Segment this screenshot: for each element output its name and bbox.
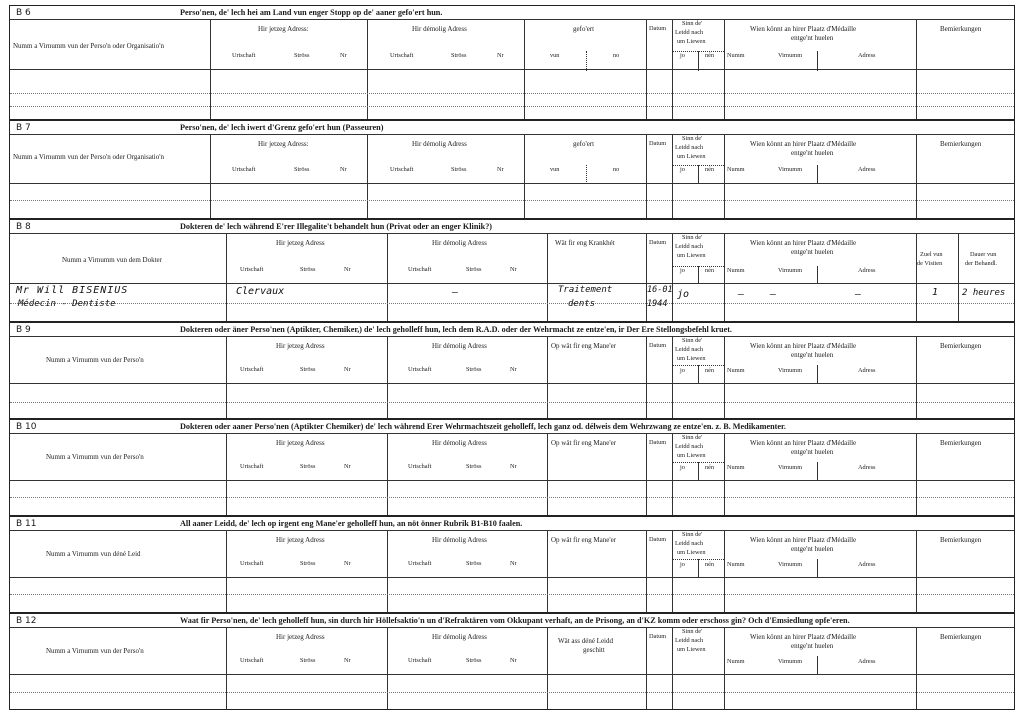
wien-label: Wien könnt an hirer Plaatz d'Médaille (750, 439, 857, 447)
addr-now-header: Hir jetzeg Adress (276, 536, 325, 544)
stross-label: Ströss (294, 166, 310, 173)
bemierkungen-header: Bemierkungen (940, 536, 982, 544)
sinn-label-2: Leidd nach (675, 637, 704, 644)
addr-prev-header: Hir démolig Adress (432, 239, 487, 247)
krankheet-header: Wät fir eng Krankhét (555, 239, 615, 247)
nr-label: Nr (344, 463, 351, 470)
nr-label: Nr (344, 266, 351, 273)
urtschaft-label: Urtschaft (240, 463, 264, 470)
bemierkungen-header: Bemierkungen (940, 140, 982, 148)
numm-label: Numm (727, 166, 745, 173)
nen-label: nén (705, 367, 715, 374)
addr-prev-header: Hir démolig Adress (412, 25, 467, 33)
entry-urtschaft: Clervaux (236, 286, 285, 297)
addr-now-header: Hir jetzeg Adress (276, 342, 325, 350)
entry-jo: jo (677, 289, 690, 300)
maneer-header: Op wät fir eng Mane'er (551, 342, 617, 350)
virnumm-label: Virnumm (778, 561, 803, 568)
zuel-label-1: Zuel vun (920, 251, 943, 258)
virnumm-label: Virnumm (778, 367, 803, 374)
nen-label: nén (705, 267, 715, 274)
datum-header: Datum (649, 25, 667, 32)
wien-label: Wien könnt an hirer Plaatz d'Médaille (750, 536, 857, 544)
entry-name-title: Médecin - Dentiste (18, 299, 116, 309)
stross-label: Ströss (466, 463, 482, 470)
wien-label-2: entge'nt huelen (791, 351, 834, 359)
nen-label: nén (705, 52, 715, 59)
urtschaft-label: Urtschaft (390, 52, 414, 59)
urtschaft-label: Urtschaft (408, 266, 432, 273)
section-b12 (9, 613, 1015, 710)
nr-label: Nr (510, 366, 517, 373)
urtschaft-label: Urtschaft (240, 657, 264, 664)
urtschaft-label: Urtschaft (232, 52, 256, 59)
nr-label: Nr (344, 657, 351, 664)
datum-header: Datum (649, 439, 667, 446)
section-code: B 9 (16, 325, 31, 335)
sinn-label-1: Sinn de' (682, 135, 703, 142)
wien-label-2: entge'nt huelen (791, 149, 834, 157)
sinn-label-3: um Liewen (677, 549, 706, 556)
stross-label: Ströss (300, 657, 316, 664)
entry-prev-address: — (452, 287, 459, 298)
sinn-label-2: Leidd nach (675, 29, 704, 36)
datum-header: Datum (649, 239, 667, 246)
bemierkungen-header: Bemierkungen (940, 342, 982, 350)
stross-label: Ströss (466, 560, 482, 567)
urtschaft-label: Urtschaft (390, 166, 414, 173)
numm-label: Numm (727, 267, 745, 274)
section-b6 (9, 5, 1015, 120)
sinn-label-3: um Liewen (677, 355, 706, 362)
urtschaft-label: Urtschaft (408, 657, 432, 664)
geschitt-header-2: geschitt (583, 646, 605, 654)
jo-label: jo (680, 367, 685, 374)
section-code: B 7 (16, 123, 31, 133)
jo-label: jo (680, 464, 685, 471)
urtschaft-label: Urtschaft (240, 366, 264, 373)
sinn-label-3: um Liewen (677, 252, 706, 259)
addr-prev-header: Hir démolig Adress (432, 342, 487, 350)
stross-label: Ströss (300, 266, 316, 273)
sinn-label-1: Sinn de' (682, 20, 703, 27)
vun-label: vun (550, 52, 560, 59)
sinn-label-3: um Liewen (677, 153, 706, 160)
section-code: B 12 (16, 616, 37, 626)
urtschaft-label: Urtschaft (408, 560, 432, 567)
stross-label: Ströss (466, 366, 482, 373)
datum-header: Datum (649, 140, 667, 147)
addr-prev-header: Hir démolig Adress (432, 536, 487, 544)
virnumm-label: Virnumm (778, 267, 803, 274)
name-header: Numm a Virnumm vun der Perso'n oder Organisatio'n (13, 42, 164, 50)
addr-now-header: Hir jetzeg Adress (276, 633, 325, 641)
wien-label-2: entge'nt huelen (791, 248, 834, 256)
bemierkungen-header: Bemierkungen (940, 25, 982, 33)
sinn-label-3: um Liewen (677, 452, 706, 459)
virnumm-label: Virnumm (778, 658, 803, 665)
wien-label-2: entge'nt huelen (791, 642, 834, 650)
stross-label: Ströss (300, 463, 316, 470)
section-b10 (9, 419, 1015, 516)
nen-label: nén (705, 166, 715, 173)
addr-now-header: Hir jetzeg Adress (276, 239, 325, 247)
name-header: Numm a Virnumm vun der Perso'n (46, 453, 144, 461)
nr-label: Nr (510, 560, 517, 567)
nen-label: nén (705, 561, 715, 568)
datum-header: Datum (649, 536, 667, 543)
wien-label: Wien könnt an hirer Plaatz d'Médaille (750, 25, 857, 33)
sinn-label-2: Leidd nach (675, 540, 704, 547)
name-header: Numm a Virnumm vun dem Dokter (62, 256, 162, 264)
geschitt-header: Wät ass déné Leidd (558, 637, 614, 645)
numm-label: Numm (727, 561, 745, 568)
zuel-label-2: de Visiten (917, 260, 943, 267)
nr-label: Nr (344, 560, 351, 567)
section-title: Dokteren oder aaner Perso'nen (Aptikter Chemiker) de' lech während Erer Wehrmachtszeit geholleff, lech ganz od. délweis dem Wehrzwang ze entze'en. z. B. Medikamenter. (180, 422, 786, 431)
name-header: Numm a Virnumm vun der Perso'n (46, 647, 144, 655)
sinn-label-1: Sinn de' (682, 531, 703, 538)
entry-adress: — (855, 289, 862, 300)
stross-label: Ströss (451, 166, 467, 173)
wien-label: Wien könnt an hirer Plaatz d'Médaille (750, 140, 857, 148)
dauer-label-1: Dauer vun (970, 251, 997, 258)
virnumm-label: Virnumm (778, 166, 803, 173)
adress-label: Adress (858, 561, 876, 568)
sinn-label-3: um Liewen (677, 646, 706, 653)
gefoert-header: gefo'ert (573, 140, 595, 148)
nr-label: Nr (344, 366, 351, 373)
section-code: B 6 (16, 8, 31, 18)
entry-numm: — (738, 289, 745, 300)
entry-krankheet: Traitement (558, 285, 613, 295)
dauer-label-2: der Behandl. (965, 260, 998, 267)
sinn-label-2: Leidd nach (675, 346, 704, 353)
stross-label: Ströss (300, 366, 316, 373)
jo-label: jo (680, 561, 685, 568)
entry-datum: 16-01 (647, 285, 673, 295)
nr-label: Nr (510, 463, 517, 470)
section-title: Perso'nen, de' lech iwert d'Grenz gefo'ert hun (Passeuren) (180, 123, 384, 132)
numm-label: Numm (727, 658, 745, 665)
nen-label: nén (705, 464, 715, 471)
wien-label-2: entge'nt huelen (791, 545, 834, 553)
section-code: B 11 (16, 519, 37, 529)
adress-label: Adress (858, 52, 876, 59)
urtschaft-label: Urtschaft (240, 266, 264, 273)
wien-label: Wien könnt an hirer Plaatz d'Médaille (750, 633, 857, 641)
sinn-label-1: Sinn de' (682, 337, 703, 344)
urtschaft-label: Urtschaft (408, 366, 432, 373)
sinn-label-2: Leidd nach (675, 443, 704, 450)
gefoert-header: gefo'ert (573, 25, 595, 33)
numm-label: Numm (727, 52, 745, 59)
name-header: Numm a Virnumm vun der Perso'n (46, 356, 144, 364)
section-title: All aaner Leidd, de' lech op irgent eng Mane'er geholleff hun, an nöt önner Rubrik B1-B10 faalen. (180, 519, 523, 528)
jo-label: jo (680, 267, 685, 274)
addr-prev-header: Hir démolig Adress (412, 140, 467, 148)
maneer-header: Op wät fir eng Mane'er (551, 536, 617, 544)
section-b11 (9, 516, 1015, 613)
addr-prev-header: Hir démolig Adress (432, 439, 487, 447)
stross-label: Ströss (466, 266, 482, 273)
numm-label: Numm (727, 464, 745, 471)
bemierkungen-header: Bemierkungen (940, 633, 982, 641)
section-code: B 10 (16, 422, 37, 432)
addr-now-header: Hir jetzeg Adress: (258, 140, 309, 148)
urtschaft-label: Urtschaft (240, 560, 264, 567)
section-b9 (9, 322, 1015, 419)
entry-datum-year: 1944 (647, 299, 668, 309)
section-title: Dokteren oder äner Perso'nen (Aptikter, Chemiker,) de' lech geholleff hun, lech dem R.A.D. oder der Wehrmacht ze entze'en, ir Der Ere Stellongsbefehl kruet. (180, 325, 732, 334)
nr-label: Nr (340, 52, 347, 59)
adress-label: Adress (858, 166, 876, 173)
stross-label: Ströss (451, 52, 467, 59)
datum-header: Datum (649, 633, 667, 640)
name-header: Numm a Virnumm vun déné Leid (46, 550, 141, 558)
section-title: Waat fir Perso'nen, de' lech geholleff hun, sin durch hir Höllefsaktio'n un d'Refraktären vom Okkupant verhaft, an de Prisong, an d'KZ komm oder erschoss gin? Och d'Emsiedlung opfe'eren. (180, 616, 850, 625)
nr-label: Nr (497, 166, 504, 173)
entry-dauer: 2 heures (962, 288, 1006, 298)
nr-label: Nr (510, 266, 517, 273)
sinn-label-1: Sinn de' (682, 234, 703, 241)
entry-virnumm: — (770, 289, 777, 300)
stross-label: Ströss (466, 657, 482, 664)
numm-label: Numm (727, 367, 745, 374)
entry-krankheet-2: dents (568, 299, 596, 309)
stross-label: Ströss (294, 52, 310, 59)
name-header: Numm a Virnumm vun der Perso'n oder Organisatio'n (13, 153, 164, 161)
datum-header: Datum (649, 342, 667, 349)
addr-now-header: Hir jetzeg Adress: (258, 25, 309, 33)
adress-label: Adress (858, 464, 876, 471)
section-b7 (9, 120, 1015, 219)
sinn-label-1: Sinn de' (682, 434, 703, 441)
addr-prev-header: Hir démolig Adress (432, 633, 487, 641)
virnumm-label: Virnumm (778, 464, 803, 471)
adress-label: Adress (858, 658, 876, 665)
adress-label: Adress (858, 267, 876, 274)
urtschaft-label: Urtschaft (408, 463, 432, 470)
vun-label: vun (550, 166, 560, 173)
nr-label: Nr (510, 657, 517, 664)
entry-name: Mr Will BISENIUS (16, 285, 129, 296)
urtschaft-label: Urtschaft (232, 166, 256, 173)
wien-label-2: entge'nt huelen (791, 448, 834, 456)
section-code: B 8 (16, 222, 31, 232)
sinn-label-3: um Liewen (677, 38, 706, 45)
maneer-header: Op wät fir eng Mane'er (551, 439, 617, 447)
adress-label: Adress (858, 367, 876, 374)
bemierkungen-header: Bemierkungen (940, 439, 982, 447)
wien-label: Wien könnt an hirer Plaatz d'Médaille (750, 239, 857, 247)
nr-label: Nr (497, 52, 504, 59)
section-b8 (9, 219, 1015, 322)
section-title: Perso'nen, de' lech hei am Land vun enger Stopp op de' aaner gefo'ert hun. (180, 8, 443, 17)
addr-now-header: Hir jetzeg Adress (276, 439, 325, 447)
jo-label: jo (680, 52, 685, 59)
sinn-label-2: Leidd nach (675, 243, 704, 250)
entry-zuel: 1 (932, 287, 939, 298)
sinn-label-2: Leidd nach (675, 144, 704, 151)
sinn-label-1: Sinn de' (682, 628, 703, 635)
wien-label: Wien könnt an hirer Plaatz d'Médaille (750, 342, 857, 350)
stross-label: Ströss (300, 560, 316, 567)
section-title: Dokteren de' lech während E'rer Illegalite't behandelt hun (Privat oder an enger Klinik?) (180, 222, 493, 231)
wien-label-2: entge'nt huelen (791, 34, 834, 42)
nr-label: Nr (340, 166, 347, 173)
jo-label: jo (680, 166, 685, 173)
no-label: no (613, 52, 620, 59)
virnumm-label: Virnumm (778, 52, 803, 59)
no-label: no (613, 166, 620, 173)
